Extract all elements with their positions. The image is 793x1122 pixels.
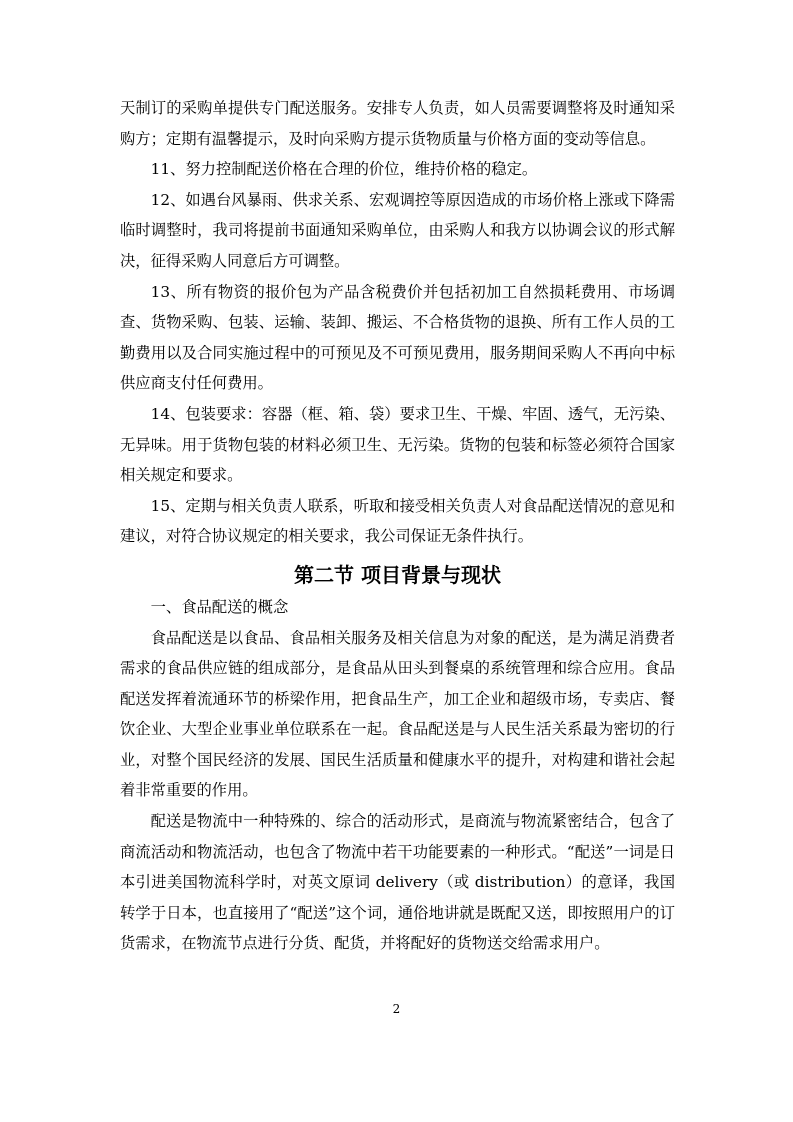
paragraph-continuation: 天制订的采购单提供专门配送服务。安排专人负责，如人员需要调整将及时通知采购方；定期有温馨提示，及时向采购方提示货物质量与价格方面的变动等信息。: [120, 99, 675, 148]
paragraph-item-14: 14、包装要求：容器（框、箱、袋）要求卫生、干燥、牢固、透气，无污染、无异味。用于货物包装的材料必须卫生、无污染。货物的包装和标签必须符合国家相关规定和要求。: [120, 404, 675, 485]
paragraph-item-15: 15、定期与相关负责人联系，听取和接受相关负责人对食品配送情况的意见和建议，对符合协议规定的相关要求，我公司保证无条件执行。: [120, 496, 675, 546]
paragraph-item-13: 13、所有物资的报价包为产品含税费价并包括初加工自然损耗费用、市场调查、货物采购、包装、运输、装卸、搬运、不合格货物的退换、所有工作人员的工勤费用以及合同实施过程中的可预见及不可预见费用，服务期间采购人不再向中标供应商支付任何费用。: [120, 282, 675, 393]
section-heading: 第二节 项目背景与现状: [294, 562, 501, 587]
document-body: [120, 93, 675, 959]
paragraph-item-11: 11、努力控制配送价格在合理的价位，维持价格的稳定。: [150, 160, 538, 179]
paragraph-delivery-definition: 配送是物流中一种特殊的、综合的活动形式，是商流与物流紧密结合，包含了商流活动和物流活动，也包含了物流中若干功能要素的一种形式。“配送”一词是日本引进美国物流科学时，对英文原词 delivery（或 distribution）的意译，我国转学于日本，也直接用了“配送”这个词，通俗地讲就是既配又送，即按照用户的订货需求，在物流节点进行分货、配货，并将配好的货物送交给需求用户。: [120, 812, 675, 953]
paragraph-item-12: 12、如遇台风暴雨、供求关系、宏观调控等原因造成的市场价格上涨或下降需临时调整时，我司将提前书面通知采购单位，由采购人和我方以协调会议的形式解决，征得采购人同意后方可调整。: [120, 190, 675, 270]
paragraph-food-delivery: 食品配送是以食品、食品相关服务及相关信息为对象的配送，是为满足消费者需求的食品供应链的组成部分，是食品从田头到餐桌的系统管理和综合应用。食品配送发挥着流通环节的桥梁作用，把食品生产，加工企业和超级市场，专卖店、餐饮企业、大型企业事业单位联系在一起。食品配送是与人民生活关系最为密切的行业，对整个国民经济的发展、国民生活质量和健康水平的提升，对构建和谐社会起着非常重要的作用。: [120, 628, 675, 800]
page-number: 2: [392, 1002, 401, 1016]
subheading-food-delivery-concept: 一、食品配送的概念: [150, 597, 289, 616]
